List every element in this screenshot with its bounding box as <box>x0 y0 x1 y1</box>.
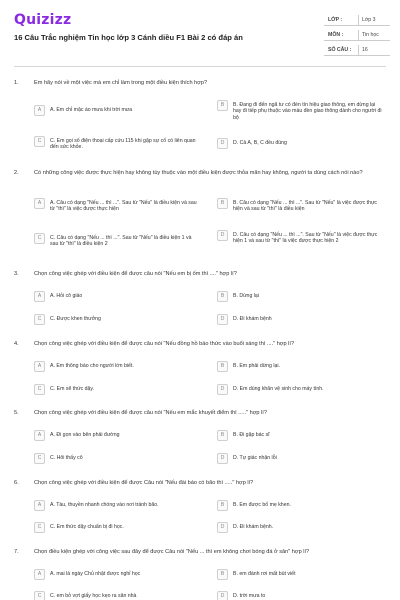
option-letter-box: C <box>34 233 45 244</box>
option-d[interactable] <box>217 138 385 150</box>
option-text: A. Câu có dạng "Nếu ... thì ...". Sau từ "Nếu" là điều kiện và sau từ "thì" là việc được thực hiện <box>50 200 197 213</box>
option-letter-box: D <box>217 138 228 149</box>
meta-value: Lớp 3 <box>362 17 376 23</box>
question-number: 6. <box>14 480 19 486</box>
meta-grade <box>324 14 390 26</box>
option-text: D. Em dùng khăn vệ sinh cho máy tính. <box>233 386 324 392</box>
question-text: Chọn điều kiện ghép với công việc sau đây để được Câu nói "Nếu ... thì em không chơi bóng đá ở sân" hợp lí? <box>34 549 310 555</box>
option-b[interactable] <box>217 361 385 373</box>
question-text: Chọn công việc ghép với điều kiện để được câu nói "Nếu em bị ốm thì ...." hợp lí? <box>34 271 237 277</box>
option-b[interactable] <box>217 100 385 121</box>
question-number: 4. <box>14 341 19 347</box>
option-text: B. em đánh rơi mất bút viết <box>233 571 296 577</box>
option-text: A. Hỏi cô giáo <box>50 293 83 299</box>
option-text: C. Em sẽ thức dậy. <box>50 386 95 392</box>
meta-value: 16 <box>362 47 368 53</box>
option-letter-box: A <box>34 291 45 302</box>
option-letter-box: A <box>34 430 45 441</box>
option-text: D. Câu có dạng "Nếu ... thì ...". Sau từ "Nếu" là việc được thực hiện 1 và sau từ "thì" là việc được thực hiện 2 <box>233 232 378 245</box>
option-text: C. Em thức dậy chuẩn bị đi học. <box>50 524 124 530</box>
option-text: C. Câu có dạng "Nếu ... thì ...". Sau từ "Nếu" là điều kiện 1 và sau từ "thì" là điều kiện 2 <box>50 235 192 248</box>
meta-key: MÔN : <box>328 32 344 38</box>
option-c[interactable] <box>34 233 204 248</box>
document-title: 16 Câu Trắc nghiệm Tin học lớp 3 Cánh diều F1 Bài 2 có đáp án <box>14 33 243 42</box>
option-text: D. Cả A, B, C đều đúng <box>233 140 287 146</box>
option-letter-box: B <box>217 198 228 209</box>
option-b[interactable] <box>217 291 385 303</box>
option-d[interactable] <box>217 230 385 245</box>
option-a[interactable] <box>34 291 204 303</box>
option-letter-box: C <box>34 314 45 325</box>
option-b[interactable] <box>217 198 385 213</box>
option-text: D. Tự giác nhận lỗi <box>233 455 277 461</box>
option-letter-box: C <box>34 136 45 147</box>
option-a[interactable] <box>34 500 204 512</box>
option-text: A. Em thông báo cho người lớn biết. <box>50 363 134 369</box>
option-text: C. Hôi thấy cô <box>50 455 83 461</box>
option-text: A. Đi gọn vào bên phải đường <box>50 432 120 438</box>
option-d[interactable] <box>217 522 385 534</box>
option-a[interactable] <box>34 430 204 442</box>
option-text: A. Tàu, thuyền nhanh chóng vào nơi tránh bão. <box>50 502 159 508</box>
option-b[interactable] <box>217 569 385 581</box>
option-d[interactable] <box>217 453 385 465</box>
question-number: 5. <box>14 410 19 416</box>
option-letter-box: A <box>34 105 45 116</box>
option-letter-box: B <box>217 291 228 302</box>
option-letter-box: D <box>217 522 228 533</box>
option-c[interactable] <box>34 591 204 600</box>
option-letter-box: B <box>217 430 228 441</box>
meta-underline <box>324 55 390 56</box>
option-letter-box: C <box>34 591 45 600</box>
meta-separator <box>358 45 359 55</box>
option-text: B. Em được bố mẹ khen. <box>233 502 291 508</box>
option-d[interactable] <box>217 591 385 600</box>
question-text: Em hãy nói về một việc mà em chỉ làm trong một điều kiện thích hợp? <box>34 80 208 86</box>
meta-subject <box>324 29 390 41</box>
option-letter-box: B <box>217 100 228 111</box>
question-text: Chọn công việc ghép với điều kiện để được câu nói "Nếu em mắc khuyết điểm thì ....." hợp lí? <box>34 410 267 416</box>
option-letter-box: B <box>217 569 228 580</box>
option-letter-box: C <box>34 522 45 533</box>
meta-value: Tin học <box>362 32 379 38</box>
question-number: 2. <box>14 170 19 176</box>
option-c[interactable] <box>34 384 204 396</box>
option-c[interactable] <box>34 136 204 151</box>
meta-underline <box>324 25 390 26</box>
meta-key: SỐ CÂU : <box>328 47 352 53</box>
document-header <box>0 0 400 64</box>
option-d[interactable] <box>217 314 385 326</box>
option-letter-box: D <box>217 230 228 241</box>
question-number: 3. <box>14 271 19 277</box>
option-a[interactable] <box>34 105 204 117</box>
option-letter-box: C <box>34 384 45 395</box>
option-letter-box: A <box>34 361 45 372</box>
option-text: B. Em phải dừng lại. <box>233 363 281 369</box>
option-a[interactable] <box>34 198 204 213</box>
option-letter-box: B <box>217 361 228 372</box>
option-text: A. mai là ngày Chủ nhật được nghỉ học <box>50 571 141 577</box>
option-text: D. Đi khám bệnh <box>233 316 272 322</box>
option-letter-box: D <box>217 314 228 325</box>
option-text: C. Em gọi số điện thoại cấp cứu 115 khi gặp sự cố có liên quan đến sức khỏe. <box>50 138 196 151</box>
option-d[interactable] <box>217 384 385 396</box>
option-letter-box: D <box>217 591 228 600</box>
option-letter-box: A <box>34 500 45 511</box>
option-a[interactable] <box>34 569 204 581</box>
option-a[interactable] <box>34 361 204 373</box>
option-c[interactable] <box>34 522 204 534</box>
option-text: C. em bỏ vợt giấy học kẹo ra sân nhà <box>50 593 137 599</box>
question-text: Chọn công việc ghép với điều kiện để được Câu nói "Nếu đài báo có bão thì ....." hợp lí? <box>34 480 254 486</box>
option-letter-box: D <box>217 453 228 464</box>
option-letter-box: A <box>34 569 45 580</box>
question-text: Chọn công việc ghép với điều kiện để được câu nói "Nếu đồng hồ báo thức vào buổi sáng thì ...." hợp lí? <box>34 341 295 347</box>
meta-underline <box>324 40 390 41</box>
option-text: C. Được khen thưởng <box>50 316 101 322</box>
header-divider <box>14 66 386 67</box>
option-letter-box: A <box>34 198 45 209</box>
question-number: 7. <box>14 549 19 555</box>
meta-separator <box>358 30 359 40</box>
option-letter-box: C <box>34 453 45 464</box>
option-letter-box: D <box>217 384 228 395</box>
meta-question-count <box>324 44 390 56</box>
option-text: B. Đang đi đến ngã tư có đèn tín hiệu giao thông, em dừng lại hay đi tiếp phụ thuộc vào màu đèn giao thông dành cho người đi bộ <box>233 102 382 121</box>
option-b[interactable] <box>217 500 385 512</box>
meta-separator <box>358 15 359 25</box>
question-text: Có những công việc được thực hiện hay không tùy thuộc vào một điều kiện được thỏa mãn hay không, người ta dùng cách nói nào? <box>34 170 363 176</box>
option-text: D. trời mưa to <box>233 593 266 599</box>
option-b[interactable] <box>217 430 385 442</box>
option-text: B. Dừng lại <box>233 293 259 299</box>
meta-key: LỚP : <box>328 17 343 23</box>
option-text: B. Câu có dạng "Nếu ... thì ...". Sau từ "Nếu" là việc được thực hiện và sau từ "thì" là điều kiện <box>233 200 378 213</box>
question-number: 1. <box>14 80 19 86</box>
option-c[interactable] <box>34 453 204 465</box>
option-text: B. Đi gặp bác sĩ <box>233 432 270 438</box>
option-c[interactable] <box>34 314 204 326</box>
option-text: A. Em chỉ mặc áo mưa khi trời mưa <box>50 107 133 113</box>
option-letter-box: B <box>217 500 228 511</box>
quizizz-logo: Quizizz <box>14 12 72 28</box>
option-text: D. Đi khám bệnh. <box>233 524 274 530</box>
